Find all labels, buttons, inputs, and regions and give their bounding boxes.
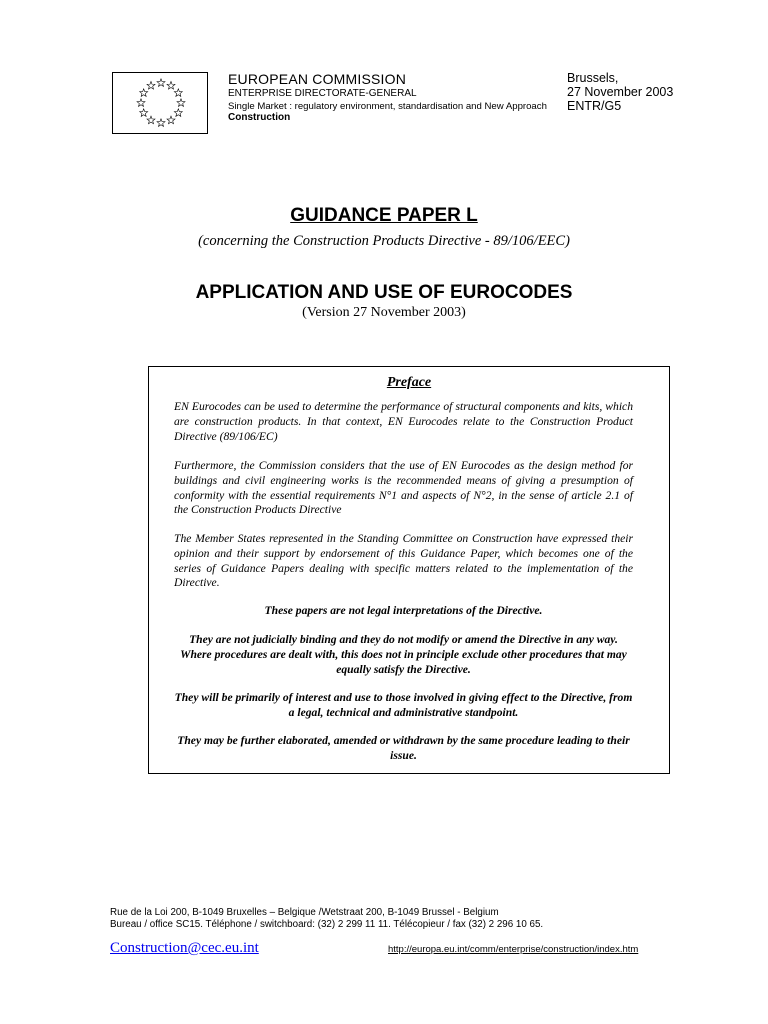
star-icon bbox=[174, 89, 182, 97]
star-icon bbox=[147, 116, 155, 124]
star-icon bbox=[140, 109, 148, 117]
preface-paragraph: The Member States represented in the Standing Committee on Construction have expressed their opinion and their support by endorsement of this Guidance Paper, which becomes one of the series of Guidance Papers dealing with specific matters related to the implementation of the Directive. bbox=[174, 532, 633, 590]
email-link[interactable]: Construction@cec.eu.int bbox=[110, 940, 259, 956]
website-link[interactable]: http://europa.eu.int/comm/enterprise/construction/index.htm bbox=[388, 944, 639, 955]
header-reference: ENTR/G5 bbox=[567, 99, 622, 113]
preface-paragraph: Furthermore, the Commission considers that the use of EN Eurocodes as the design method for buildings and civil engineering works is the recommended means of giving a presumption of conformity with the essential requirements N°1 and aspects of N°2, in the sense of article 2.1 of the Construction Products Directive bbox=[174, 459, 633, 517]
eu-logo bbox=[112, 72, 208, 134]
footer-address: Rue de la Loi 200, B-1049 Bruxelles – Belgique /Wetstraat 200, B-1049 Brussel - Belgium bbox=[110, 907, 499, 918]
version-line: (Version 27 November 2003) bbox=[302, 305, 466, 320]
star-icon bbox=[167, 116, 175, 124]
header-city: Brussels, bbox=[567, 71, 619, 85]
footer-contact: Bureau / office SC15. Téléphone / switchboard: (32) 2 299 11 11. Télécopieur / fax (32) 2 296 10 65. bbox=[110, 919, 544, 930]
preface-paragraph: EN Eurocodes can be used to determine the performance of structural components and kits, which are construction products. In that context, EN Eurocodes relate to the Construction Product Directive (89/106/EC) bbox=[174, 400, 633, 443]
document-subtitle: (concerning the Construction Products Directive - 89/106/EEC) bbox=[198, 233, 570, 249]
document-title: GUIDANCE PAPER L bbox=[290, 205, 478, 226]
preface-box bbox=[148, 366, 670, 774]
unit-name: Construction bbox=[228, 112, 291, 123]
star-icon bbox=[140, 89, 148, 97]
directorate: Single Market : regulatory environment, standardisation and New Approach bbox=[228, 101, 547, 112]
preface-heading: Preface bbox=[386, 375, 432, 390]
star-icon bbox=[174, 109, 182, 117]
preface-statement: They may be further elaborated, amended or withdrawn by the same procedure leading to their issue. bbox=[177, 734, 630, 762]
preface-statement: These papers are not legal interpretations of the Directive. bbox=[264, 604, 543, 617]
eu-flag-stars-icon bbox=[113, 73, 209, 135]
star-icon bbox=[157, 119, 165, 127]
star-icon bbox=[137, 99, 145, 107]
preface-statement: They are not judicially binding and they do not modify or amend the Directive in any way. Where procedures are dealt with, this does not in principle exclude other procedures that may equally satisfy the Directive. bbox=[180, 633, 627, 676]
preface-statement: They will be primarily of interest and use to those involved in giving effect to the Directive, from a legal, technical and administrative standpoint. bbox=[174, 691, 633, 719]
star-icon bbox=[157, 79, 165, 87]
star-icon bbox=[177, 99, 185, 107]
star-icon bbox=[167, 81, 175, 89]
organization-name: EUROPEAN COMMISSION bbox=[228, 71, 407, 87]
header-date: 27 November 2003 bbox=[567, 85, 674, 99]
star-icon bbox=[147, 81, 155, 89]
document-heading: APPLICATION AND USE OF EUROCODES bbox=[195, 282, 573, 303]
directorate-general: ENTERPRISE DIRECTORATE-GENERAL bbox=[228, 88, 417, 99]
